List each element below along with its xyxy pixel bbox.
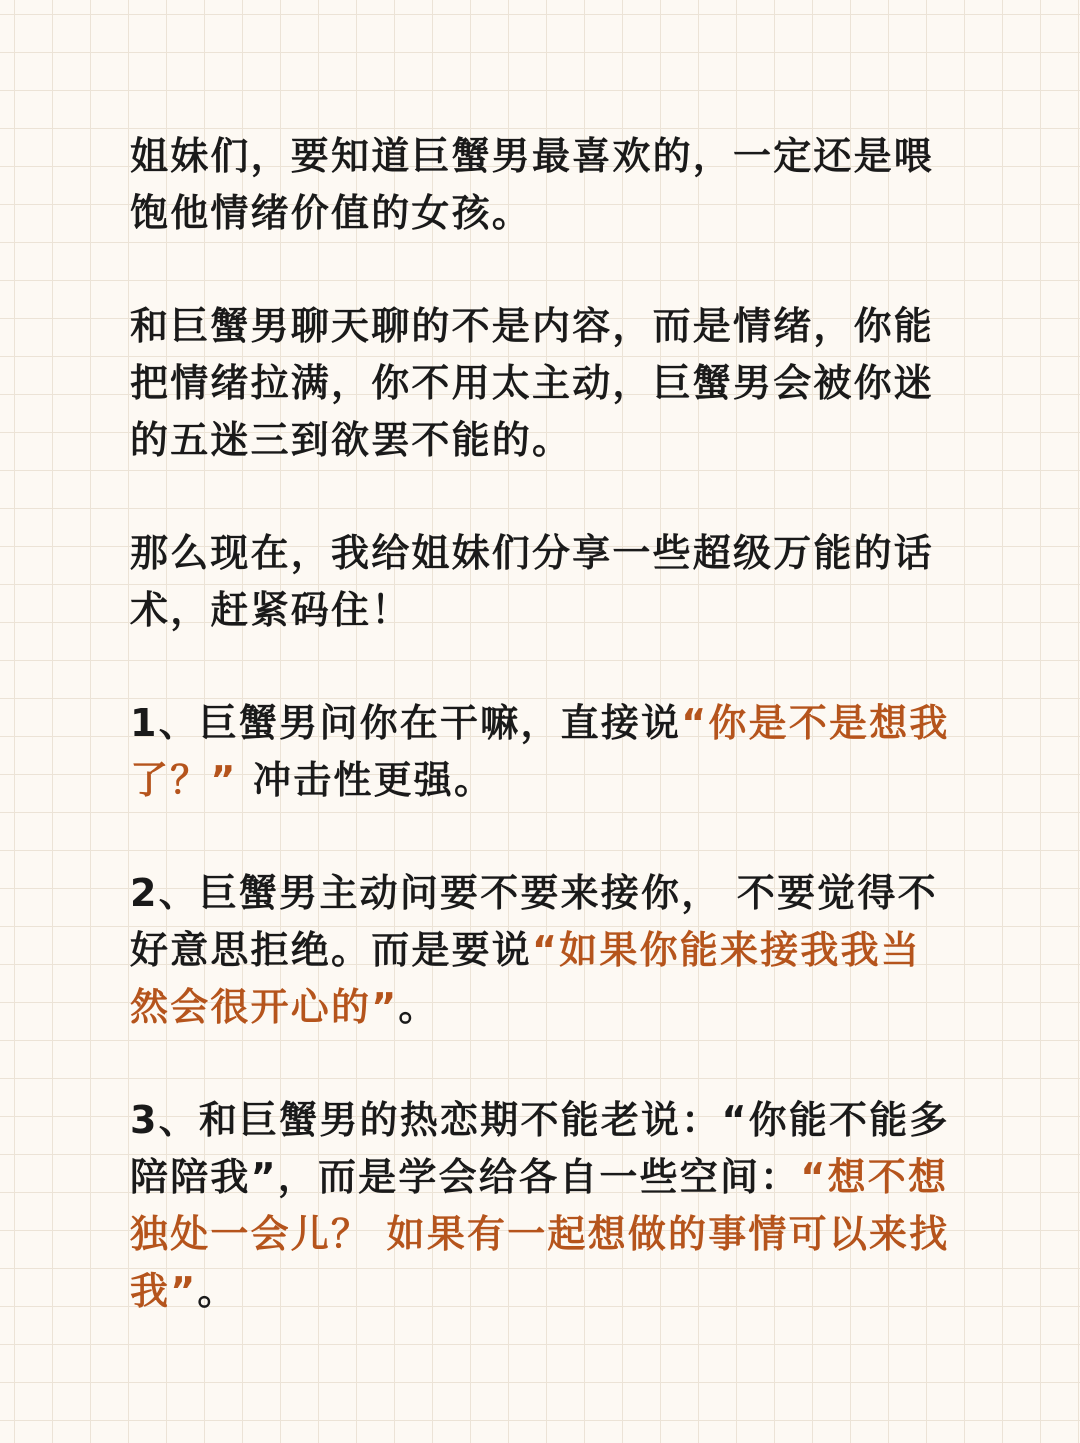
text-segment: 2、巨蟹男主动问要不要来接你， 不要觉得不好意思拒绝。而是要说: [130, 871, 938, 972]
paragraph-intro: [130, 128, 960, 242]
paragraph-chat-emotion: [130, 298, 960, 469]
text-segment: 冲击性更强。: [237, 758, 495, 802]
text-segment: 。: [398, 985, 439, 1029]
highlighted-quote: “你是不是想我了？”: [130, 701, 950, 802]
text-segment: 姐妹们，要知道巨蟹男最喜欢的，一定还是喂饱他情绪价值的女孩。: [130, 134, 935, 235]
tip-item-1: [130, 695, 960, 809]
text-segment: 和巨蟹男聊天聊的不是内容，而是情绪，你能把情绪拉满，你不用太主动，巨蟹男会被你迷 的五迷三到欲罢不能的。: [130, 304, 935, 462]
paragraph-share-tips: [130, 525, 960, 639]
highlighted-quote: “想不想独处一会儿？ 如果有一起想做的事情可以来找我”: [130, 1155, 950, 1313]
text-segment: 那么现在，我给姐妹们分享一些超级万能的话术，赶紧码住！: [130, 531, 935, 632]
highlighted-quote: “如果你能来接我我当然会很开心的”: [130, 928, 921, 1029]
tip-item-3: [130, 1092, 960, 1320]
article-body: [130, 128, 960, 1376]
text-segment: 。: [197, 1269, 238, 1313]
text-segment: 3、和巨蟹男的热恋期不能老说：“你能不能多陪陪我”，而是学会给各自一些空间：: [130, 1098, 950, 1199]
tip-item-2: [130, 865, 960, 1036]
text-segment: 1、巨蟹男问你在干嘛，直接说: [130, 701, 682, 745]
